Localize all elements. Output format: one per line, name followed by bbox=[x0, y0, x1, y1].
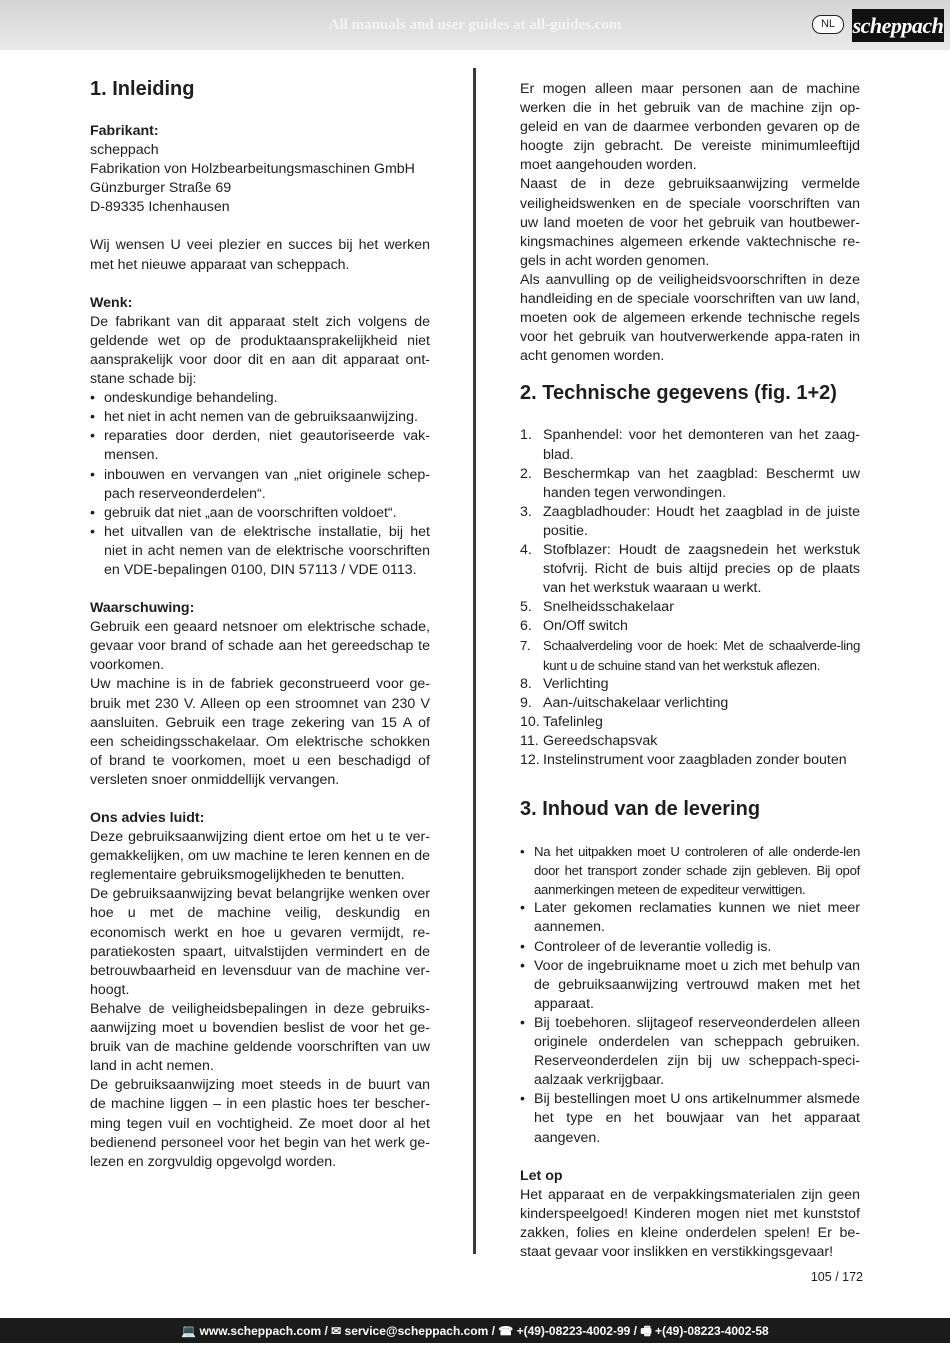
advies-paragraph: Behalve de veiligheidsbepalingen in deze gebruiks-aanwijzing moet u bovendien beslist de voor het ge-bruik van de machine geldende voorschriften van uw land in acht nemen. bbox=[90, 1000, 430, 1075]
list-item: 11. Gereedschapsvak bbox=[520, 732, 658, 749]
list-item: • Voor de ingebruikname moet u zich met behulp van de gebruiksaanwijzing vertrouwd maken met het apparaat. bbox=[520, 957, 860, 1014]
advies-paragraph: De gebruiksaanwijzing bevat belangrijke wenken over hoe u met de machine veilig, deskundig en economisch werkt en hoe u gevaren vermijdt, re-paratiekosten spaart, uitvalstijden vermindert en de betrouwbaarheid en levensduur van de machine ver-hoogt. bbox=[90, 886, 430, 998]
waarschuwing-heading: Waarschuwing: bbox=[90, 600, 195, 617]
section-title-inleiding: 1. Inleiding bbox=[90, 78, 195, 100]
wenk-list bbox=[90, 389, 430, 580]
left-column bbox=[90, 76, 430, 1172]
list-item: • Na het uitpakken moet U controleren of alle onderde-len door het transport zonder schade zijn gebleven. Bij opof aanmerkingen meteen de expediteur verwittigen. bbox=[520, 842, 860, 899]
section-title-inhoud-levering: 3. Inhoud van de levering bbox=[520, 798, 761, 821]
list-item: 2. Beschermkap van het zaagblad: Beschermt uw handen tegen verwondingen. bbox=[520, 465, 860, 501]
advies-heading: Ons advies luidt: bbox=[90, 810, 205, 826]
fabrikant-line: scheppach bbox=[90, 142, 159, 159]
body-paragraph: Er mogen alleen maar personen aan de machine werken die in het gebruik van de machine zijn op-geleid en van de daarmee verbonden gevaren op de hoogte zijn gebracht. De vereiste minimumleeftijd moet aangehouden worden. bbox=[520, 81, 860, 174]
list-item: 4. Stofblazer: Houdt de zaagsnedein het werkstuk stofvrij. Richt de buis altijd precies op de plaats van het werkstuk waaraan u werkt. bbox=[520, 541, 860, 597]
section-title-technische-gegevens: 2. Technische gegevens (fig. 1+2) bbox=[520, 382, 837, 405]
advies-paragraph: De gebruiksaanwijzing moet steeds in de buurt van de machine liggen – in een plastic hoes ter bescher-ming tegen vuil en vochtigheid. Ze moet door al het bedienend personeel voor het begin van het werk ge-lezen en zorgvuldig opgevolgd worden. bbox=[90, 1077, 430, 1170]
intro-paragraph: Wij wensen U veei plezier en succes bij het werken met het nieuwe apparaat van scheppach. bbox=[90, 237, 430, 273]
list-item: • het niet in acht nemen van de gebruiksaanwijzing. bbox=[90, 408, 430, 427]
fabrikant-line: D-89335 Ichenhausen bbox=[90, 199, 230, 216]
brand-logo: scheppach bbox=[852, 9, 944, 42]
list-item: • Bij toebehoren. slijtageof reserveonderdelen alleen originele onderdelen van scheppach gebruiken. Reserveonderdelen zijn bij uw scheppach-speci-aalzaak verkrijgbaar. bbox=[520, 1014, 860, 1090]
list-item: 6. On/Off switch bbox=[520, 618, 628, 635]
let-op-paragraph: Het apparaat en de verpakkingsmaterialen zijn geen kinderspeelgoed! Kinderen mogen niet met kunststof zakken, folies en kleine onderdelen spelen! Er be-staat gevaar voor inslikken en verstikkingsgevaar! bbox=[520, 1186, 860, 1260]
fabrikant-heading: Fabrikant: bbox=[90, 123, 159, 139]
column-divider bbox=[473, 68, 476, 1254]
fabrikant-line: Fabrikation von Holzbearbeitungsmaschinen GmbH bbox=[90, 161, 415, 178]
list-item: 3. Zaagbladhouder: Houdt het zaagblad in de juiste positie. bbox=[520, 503, 860, 539]
list-item: • ondeskundige behandeling. bbox=[90, 389, 430, 408]
body-paragraph: Als aanvulling op de veiligheidsvoorschriften in deze handleiding en de speciale voorschriften van uw land, moeten ook de algemeen erkende technische regels voor het gebruik van houtverwerkende appa-raten in acht genomen worden. bbox=[520, 271, 860, 365]
list-item: • inbouwen en vervangen van „niet originele schep-pach reserveonderdelen“. bbox=[90, 466, 430, 504]
list-item: • Later gekomen reclamaties kunnen we niet meer aannemen. bbox=[520, 899, 860, 937]
fabrikant-line: Günzburger Straße 69 bbox=[90, 180, 232, 197]
list-item: 7. Schaalverdeling voor de hoek: Met de schaalverde-ling kunt u de schuine stand van het werkstuk aflezen. bbox=[520, 638, 860, 673]
top-bar bbox=[0, 0, 950, 50]
list-item: • Bij bestellingen moet U ons artikelnummer alsmede het type en het bouwjaar van het apparaat aangeven. bbox=[520, 1090, 860, 1147]
list-item: 9. Aan-/uitschakelaar verlichting bbox=[520, 694, 729, 711]
waarschuwing-paragraph: Uw machine is in de fabriek geconstrueerd voor ge-bruik met 230 V. Alleen op een stroomnet van 230 V aansluiten. Gebruik een trage zekering van 15 A of een scheidingsschakelaar. Om elektrische schokken of brand te voorkomen, moet u een beschadigd of versleten snoer onmiddellijk vervangen. bbox=[90, 676, 430, 788]
list-item: • reparaties door derden, niet geautoriseerde vak-mensen. bbox=[90, 427, 430, 465]
wenk-heading: Wenk: bbox=[90, 294, 133, 311]
right-column bbox=[520, 80, 860, 1262]
wenk-paragraph: De fabrikant van dit apparaat stelt zich volgens de geldende wet op de produktaansprakelijkheid niet aansprakelijk voor door dit en aan dit apparaat ont-stane schade bij: bbox=[90, 313, 430, 388]
page-number: 105 / 172 bbox=[810, 1270, 863, 1284]
let-op-heading: Let op bbox=[520, 1167, 563, 1184]
footer-contact-bar: 💻 www.scheppach.com / ✉ service@scheppach.com / ☎ +(49)-08223-4002-99 / 🖷 +(49)-08223-4002-58 bbox=[0, 1318, 950, 1343]
levering-list bbox=[520, 842, 860, 1148]
list-item: 5. Snelheidsschakelaar bbox=[520, 599, 674, 616]
list-item: 12. Instelinstrument voor zaagbladen zonder bouten bbox=[520, 752, 847, 768]
list-item: 1. Spanhendel: voor het demonteren van het zaag-blad. bbox=[520, 427, 860, 463]
advies-paragraph: Deze gebruiksaanwijzing dient ertoe om het u te ver-gemakkelijken, om uw machine te leren kennen en de reglementaire gebruiksmogelijkheden te benutten. bbox=[90, 829, 430, 884]
list-item: • het uitvallen van de elektrische installatie, bij het niet in acht nemen van de elektrische voorschriften en VDE-bepalingen 0100, DIN 57113 / VDE 0113. bbox=[90, 523, 430, 580]
body-paragraph: Naast de in deze gebruiksaanwijzing vermelde veiligheidswenken en de speciale voorschriften van uw land moeten de voor het gebruik van houtbewer-kingsmachines algemeen erkende vaktechnische re-gels in acht worden genomen. bbox=[520, 176, 860, 269]
list-item: • gebruik dat niet „aan de voorschriften voldoet“. bbox=[90, 504, 430, 523]
waarschuwing-paragraph: Gebruik een geaard netsnoer om elektrische schade, gevaar voor brand of schade aan het gereedschap te voorkomen. bbox=[90, 619, 430, 674]
list-item: • Controleer of de leverantie volledig is. bbox=[520, 938, 860, 957]
watermark-text: All manuals and user guides at all-guides.com bbox=[328, 17, 622, 33]
tech-list bbox=[520, 426, 860, 770]
list-item: 10. Tafelinleg bbox=[520, 713, 603, 730]
list-item: 8. Verlichting bbox=[520, 675, 609, 692]
language-badge: NL bbox=[812, 15, 844, 34]
